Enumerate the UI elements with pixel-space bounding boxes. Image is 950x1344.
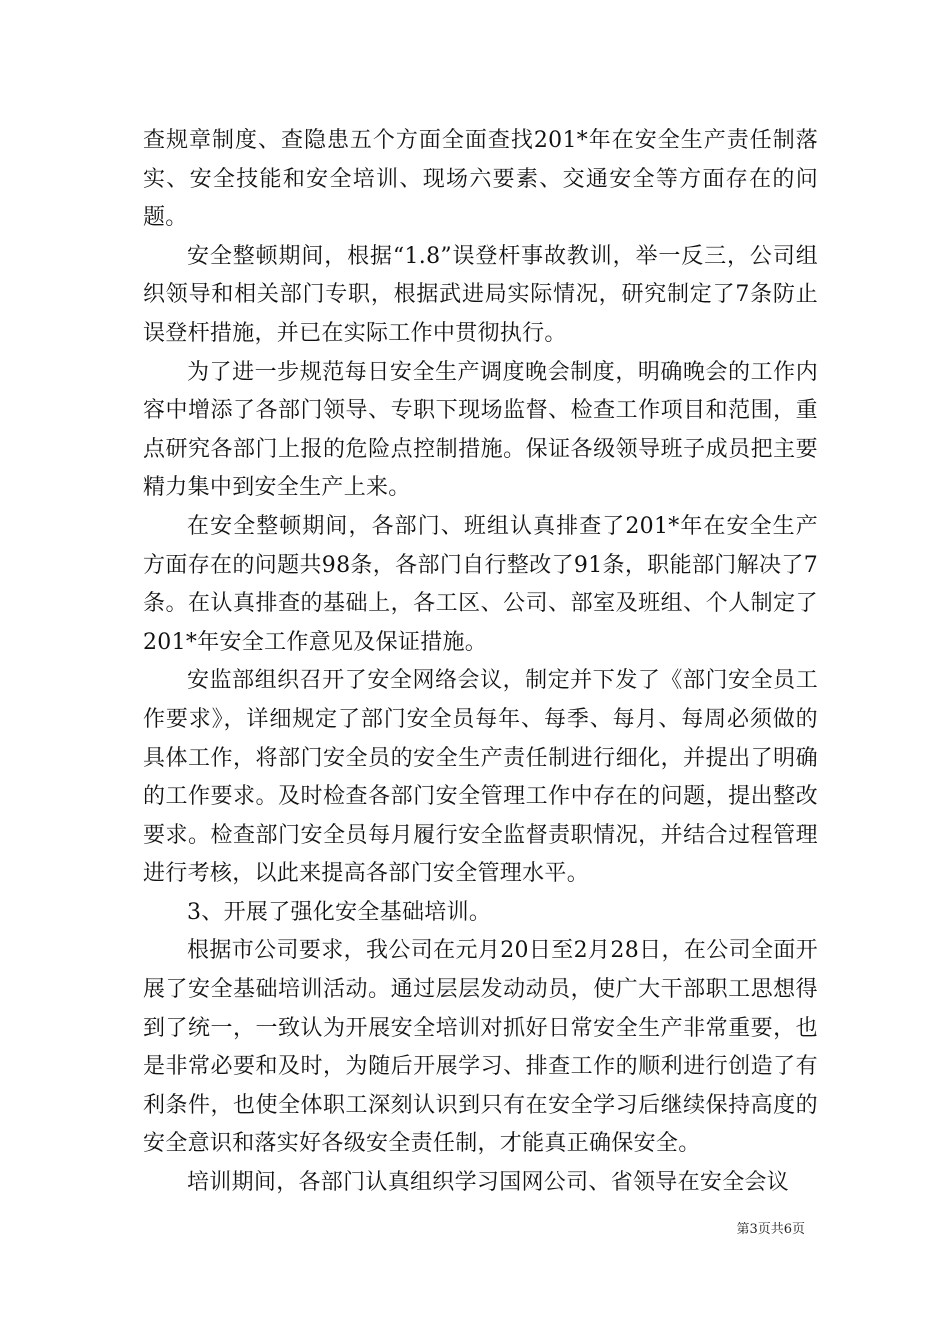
paragraph-8: 培训期间，各部门认真组织学习国网公司、省领导在安全会议 — [187, 1170, 790, 1196]
section-heading-3: 3、开展了强化安全基础培训。 — [187, 899, 492, 925]
paragraph-3: 为了进一步规范每日安全生产调度晚会制度，明确晚会的工作内容中增添了各部门领导、专职下现场监督、检查工作项目和范围，重点研究各部门上报的危险点控制措施。保证各级领导班子成员把主要精力集中到安全生产上来。 — [143, 359, 818, 501]
paragraph-1: 查规章制度、查隐患五个方面全面查找201*年在安全生产责任制落实、安全技能和安全培训、现场六要素、交通安全等方面存在的问题。 — [143, 128, 818, 231]
page-number: 第3页共6页 — [736, 1222, 805, 1237]
paragraph-5: 安监部组织召开了安全网络会议，制定并下发了《部门安全员工作要求》，详细规定了部门安全员每年、每季、每月、每周必须做的具体工作，将部门安全员的安全生产责任制进行细化，并提出了明确的工作要求。及时检查各部门安全管理工作中存在的问题，提出整改要求。检查部门安全员每月履行安全监督责职情况，并结合过程管理进行考核，以此来提高各部门安全管理水平。 — [143, 668, 818, 887]
paragraph-2: 安全整顿期间，根据“1.8”误登杆事故教训，举一反三，公司组织领导和相关部门专职，根据武进局实际情况，研究制定了7条防止误登杆措施，并已在实际工作中贯彻执行。 — [143, 243, 818, 346]
paragraph-7: 根据市公司要求，我公司在元月20日至2月28日，在公司全面开展了安全基础培训活动。通过层层发动动员，使广大干部职工思想得到了统一，一致认为开展安全培训对抓好日常安全生产非常重要，也是非常必要和及时，为随后开展学习、排查工作的顺利进行创造了有利条件，也使全体职工深刻认识到只有在安全学习后继续保持高度的安全意识和落实好各级安全责任制，才能真正确保安全。 — [143, 938, 818, 1157]
document-body — [143, 122, 818, 1203]
paragraph-4: 在安全整顿期间，各部门、班组认真排查了201*年在安全生产方面存在的问题共98条，各部门自行整改了91条，职能部门解决了7条。在认真排查的基础上，各工区、公司、部室及班组、个人制定了201*年安全工作意见及保证措施。 — [143, 513, 818, 655]
